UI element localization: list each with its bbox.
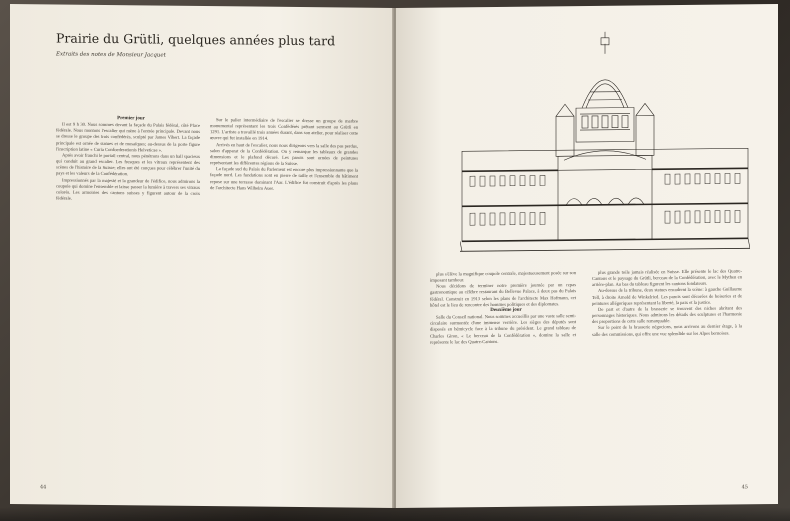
right-page xyxy=(396,4,778,508)
paragraph: Au-dessus de la tribune, deux statues encadrent la scène: à gauche Guillaume Tell, à droite Arnold de Winkelried. Les parois sont décorées de boiseries et de peintures allégoriques représentant la liberté, la paix et la justice. xyxy=(592,286,742,306)
page-title: Prairie du Grütli, quelques années plus tard xyxy=(56,30,336,49)
page-number-right: 45 xyxy=(741,484,748,491)
paragraph: Après avoir franchi le portail central, nous pénétrons dans un hall spacieux qui conduit au grand escalier. Les fresques et les vitraux représentent des scènes de l'histoire de la Suisse; elles ont été conçues pour célébrer l'unité du pays et les valeurs de la Confédération. xyxy=(56,152,200,177)
paragraph: De part et d'autre de la brasserie se trouvent des niches abritant des personnages historiques. Nous admirons les détails des sculptures et l'harmonie des proportions de cette salle remarquable. xyxy=(592,305,742,325)
page-number-left: 44 xyxy=(40,484,47,491)
text-column-4 xyxy=(592,268,742,337)
section-heading-first-day: Premier jour xyxy=(117,116,145,122)
text-column-2 xyxy=(210,117,358,192)
paragraph: plus grande toile jamais réalisée en Suisse. Elle présente le lac des Quatre-Cantons et le paysage du Grütli, berceau de la Confédération, avec le Mythen en arrière-plan. Au bas du tableau figurent les cantons fondateurs. xyxy=(592,268,742,288)
paragraph: Sur le palier intermédiaire de l'escalier se dresse un groupe de marbre monumental représentant les trois Confédérés prêtant serment au Grütli en 1291. L'artiste a travaillé trois années durant, dans son atelier, pour réaliser cette œuvre qui fut installée en 1914. xyxy=(210,117,358,142)
paragraph: Nous décidons de terminer notre première journée par un repas gastronomique au célèbre restaurant du Bellevue Palace, à deux pas du Palais fédéral. Construit en 1913 selon les plans de l'architecte Max Hofmann, cet hôtel est le lieu de rencontre des hommes politiques et des diplomates. xyxy=(430,282,576,308)
left-page xyxy=(10,4,394,508)
paragraph: Sur le point de la brasserie négocions, nous arrivons au dernier étage, à la salle des commissions, qui offre une vue splendide sur les Alpes bernoises. xyxy=(592,323,742,337)
text-column-3 xyxy=(430,270,576,345)
paragraph: Impressionnés par la majesté et la grandeur de l'édifice, nous admirons la coupole qui domine l'ensemble et laisse passer la lumière à travers ses vitraux colorés. Les armoiries des cantons suisses y figurent autour de la croix fédérale. xyxy=(56,177,200,201)
paragraph: Arrivés en haut de l'escalier, nous nous dirigeons vers la salle des pas perdus, salon d'apparat de la Confédération. On y remarque les tableaux de grandes dimensions et le plafond décoré. Les parois sont ornées de peintures représentant les différentes régions de la Suisse. xyxy=(210,141,358,167)
paragraph: Il est 9 h 30. Nous sommes devant la façade du Palais fédéral, côté Place fédérale. Nous montons l'escalier qui mène à l'entrée principale. Devant nous se dresse le groupe des trois confédérés, sculpté par James Vibert. La façade principale est ornée de statues et de mosaïques; au-dessus de la porte figure l'inscription latine « Curia Confoederationis Helveticae ». xyxy=(56,121,200,153)
book-spread xyxy=(10,8,778,508)
architectural-section-drawing xyxy=(460,28,750,265)
bottom-shadow xyxy=(0,507,790,521)
paragraph: Salle du Conseil national. Nous sommes accueillis par une vaste salle semi-circulaire surmontée d'une immense verrière. Les sièges des députés sont disposés en hémicycle face à la tribune du président. Le grand tableau de Charles Giron, « Le berceau de la Confédération », domine la salle et représente le lac des Quatre-Cantons. xyxy=(430,313,576,345)
text-column-1 xyxy=(56,115,200,203)
section-heading-second-day: Deuxième jour xyxy=(490,307,522,313)
paragraph: plus s'élève la magnifique coupole centrale, majestueusement posée sur son imposant tambour. xyxy=(430,270,576,283)
paragraph: La façade sud du Palais du Parlement est encore plus impressionnante que la façade nord. Les fondations sont en pierre de taille et l'ensemble du bâtiment repose sur une terrasse dominant l'Aar. L'édifice fut construit d'après les plans de l'architecte Hans Wilhelm Auer. xyxy=(210,166,358,191)
page-subtitle: Extraits des notes de Monsieur Jacquet xyxy=(56,51,166,59)
